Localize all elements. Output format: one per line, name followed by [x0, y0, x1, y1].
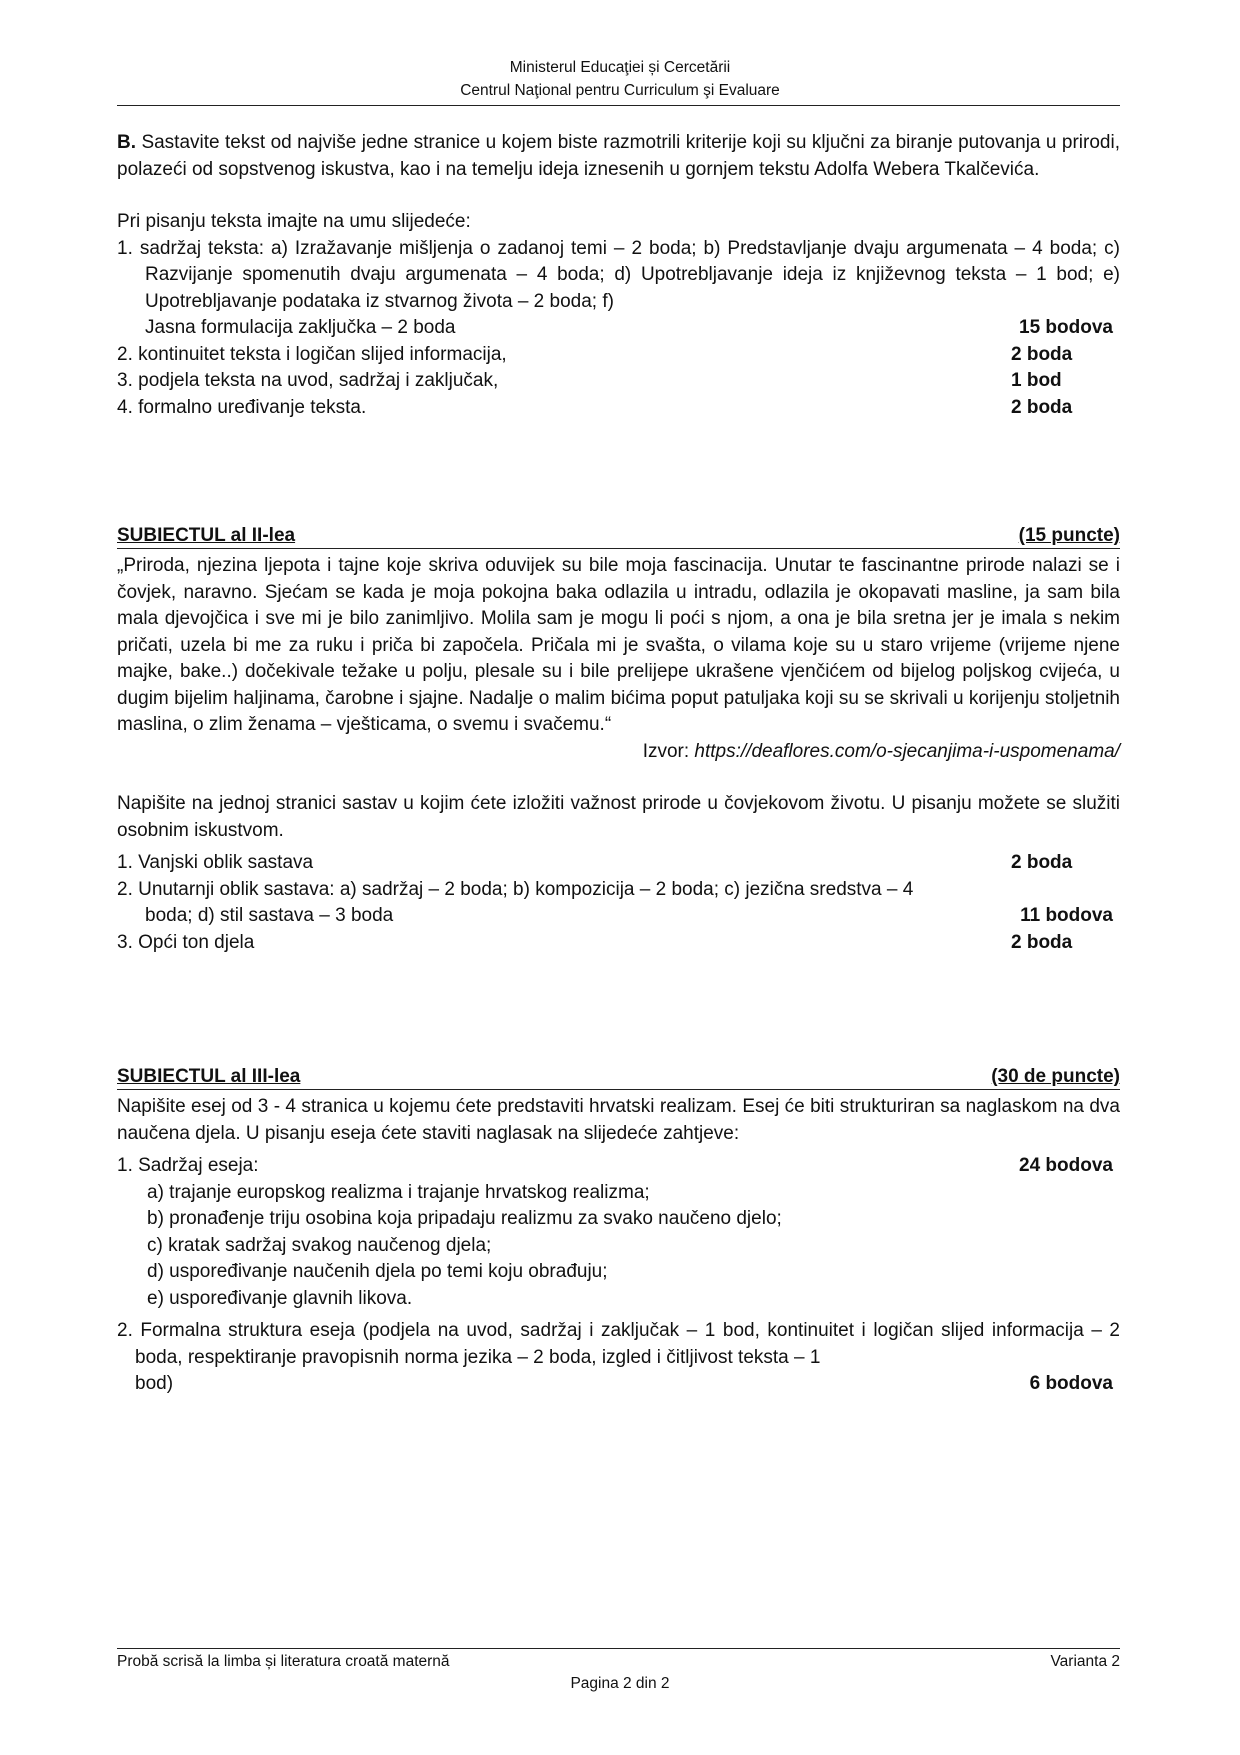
criteria-points: 2 boda — [1011, 852, 1073, 873]
source — [117, 739, 1120, 766]
criteria-text: 3. Opći ton djela — [117, 931, 255, 953]
criteria-points: 6 bodova — [1029, 1373, 1113, 1394]
criteria-points: 2 boda — [1011, 343, 1073, 365]
header-ministry: Ministerul Educaţiei și Cercetării — [509, 59, 731, 76]
subject-3-heading — [117, 1065, 1120, 1090]
source-url: https://deaflores.com/o-sjecanjima-i-uspomenama/ — [694, 740, 1120, 762]
criteria-item — [117, 236, 1120, 342]
subject-2-task: Napišite na jednoj stranici sastav u kojim ćete izložiti važnost prirode u čovjekovom životu. U pisanju možete se služiti osobnim iskustvom. — [117, 793, 1120, 841]
criteria-item — [117, 342, 1120, 369]
subject-3-title: SUBIECTUL al III-lea — [117, 1066, 301, 1087]
criteria-text: 1. Vanjski oblik sastava — [117, 852, 314, 873]
sub-item: b) pronađenje triju osobina koja pripadaju realizmu za svako naučeno djelo; — [147, 1208, 782, 1229]
criteria-points: 2 boda — [1011, 396, 1073, 418]
criteria-item — [117, 1153, 1120, 1180]
criteria-text: 4. formalno uređivanje teksta. — [117, 396, 367, 418]
criteria-text-end: Jasna formulacija zaključka – 2 boda — [145, 317, 456, 338]
subject-2-points: (15 puncte) — [1018, 525, 1120, 546]
criteria-text: 1. sadržaj teksta: a) Izražavanje mišljenja o zadanoj temi – 2 boda; b) Predstavljanje dvaju argumenata – 4 boda; c) Razvijanje spomenutih dvaju argumenata – 4 boda; d) Upotrebljavanje ideja iz književnog teksta – 1 bod; e) Upotrebljavanje podataka iz stvarnog života – 2 boda; f) — [117, 237, 1120, 312]
subject-3-task: Napišite esej od 3 - 4 stranica u kojemu ćete predstaviti hrvatski realizam. Esej će biti strukturiran sa naglaskom na dva naučena djela. U pisanju eseja ćete staviti naglasak na slijedeće zahtjeve: — [117, 1096, 1120, 1144]
criteria-points: 11 bodova — [1020, 905, 1113, 926]
criteria-text: 2. Unutarnji oblik sastava: a) sadržaj – 2 boda; b) kompozicija – 2 boda; c) jezična sredstva – 4 — [117, 878, 914, 900]
footer-page-number: Pagina 2 din 2 — [570, 1675, 670, 1692]
sub-item: a) trajanje europskog realizma i trajanje hrvatskog realizma; — [147, 1181, 650, 1203]
part-b-label: B. — [117, 132, 136, 153]
subject-2 — [117, 524, 1120, 956]
subject-3-points: (30 de puncte) — [991, 1066, 1120, 1087]
quote-text: „Priroda, njezina ljepota i tajne koje skriva oduvijek su bile moja fascinacija. Unutar te fascinantne prirode nalazi se i čovjek, naravno. Sjećam se kada je moja pokojna baka odlazila u intradu, odlazila je okopavati masline, ja sam bila mala djevojčica i sve mi je bilo zanimljivo. Molila sam je mogu li poći s njom, a ona je bila sretna jer je imala s nekim pričati, uzela bi me za ruku i priča bi započela. Pričala mi je svašta, o vilama koje su u staro vrijeme (vrijeme njene majke, bake..) dočekivale težake u polju, plesale su i bile prelijepe ukrašene vjenčićem od bijelog poljskog cvijeća, u dugim bijelim haljinama, čarobne i sjajne. Nadalje o malim bićima poput patuljaka koji su se skrivali u korijenju stoljetnih maslina, o zlim ženama – vješticama, o svemu i svačemu.“ — [117, 555, 1120, 735]
criteria-item — [117, 930, 1120, 957]
criteria-item — [117, 395, 1120, 422]
subject-2-title: SUBIECTUL al II-lea — [117, 525, 296, 546]
criteria-item — [117, 850, 1120, 877]
footer-exam-title: Probă scrisă la limba și literatura croată maternă — [117, 1653, 450, 1670]
criteria-text: 2. kontinuitet teksta i logičan slijed informacija, — [117, 343, 507, 365]
sub-item: e) uspoređivanje glavnih likova. — [147, 1287, 413, 1309]
sub-item: d) uspoređivanje naučenih djela po temi koju obrađuju; — [147, 1261, 608, 1282]
header-center: Centrul Naţional pentru Curriculum şi Evaluare — [460, 82, 780, 99]
criteria-points: 1 bod — [1011, 370, 1062, 391]
part-b-body: Sastavite tekst od najviše jedne stranice u kojem biste razmotrili kriterije koji su ključni za biranje putovanja u prirodi, polazeći od sopstvenog iskustva, kao i na temelju ideja iznesenih u gornjem tekstu Adolfa Webera Tkalčevića. — [117, 132, 1120, 180]
part-b — [117, 130, 1120, 421]
part-b-text — [117, 130, 1120, 183]
criteria-item — [117, 877, 1120, 930]
footer-variant: Varianta 2 — [1050, 1653, 1120, 1670]
source-label: Izvor: — [642, 740, 695, 762]
header-divider — [117, 105, 1120, 106]
sub-item: c) kratak sadržaj svakog naučenog djela; — [147, 1234, 492, 1256]
criteria-text: 3. podjela teksta na uvod, sadržaj i zaključak, — [117, 370, 499, 391]
criteria-item — [117, 1318, 1120, 1398]
criteria-text-end: bod) — [135, 1373, 174, 1394]
criteria-points: 24 bodova — [1019, 1155, 1113, 1176]
footer-divider — [117, 1648, 1120, 1649]
criteria-item — [117, 368, 1120, 395]
criteria-points: 15 bodova — [1019, 317, 1113, 338]
subject-2-heading — [117, 524, 1120, 549]
criteria-text: 1. Sadržaj eseja: — [117, 1155, 259, 1176]
criteria-text-end: boda; d) stil sastava – 3 boda — [145, 905, 394, 926]
criteria-text: 2. Formalna struktura eseja (podjela na uvod, sadržaj i zaključak – 1 bod, kontinuitet i logičan slijed informacija – 2 boda, respektiranje pravopisnih norma jezika – 2 boda, izgled i čitljivost teksta – 1 — [117, 1320, 1120, 1368]
criteria-points: 2 boda — [1011, 931, 1073, 953]
part-b-intro: Pri pisanju teksta imajte na umu slijedeće: — [117, 211, 471, 232]
subject-3 — [117, 1065, 1120, 1398]
